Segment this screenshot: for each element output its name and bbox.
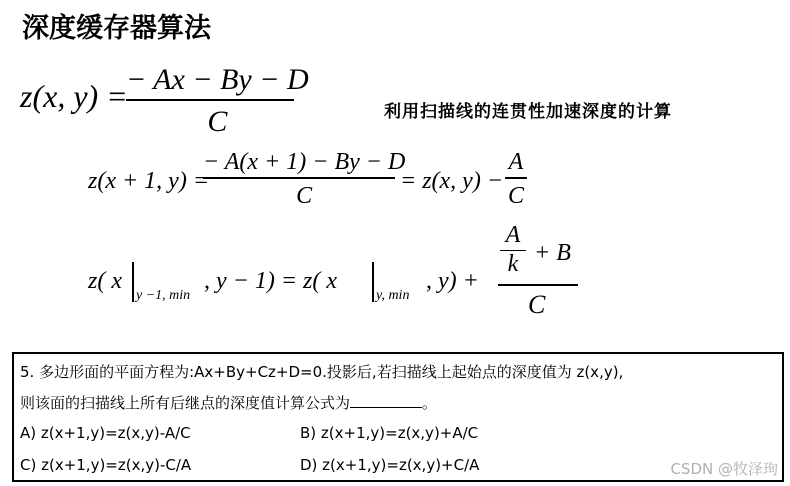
option-b: B) z(x+1,y)=z(x,y)+A/C xyxy=(300,424,479,442)
formula3-plus-b: + B xyxy=(534,240,571,266)
formula3-subscript-a: y −1, min xyxy=(136,288,191,303)
answer-blank xyxy=(350,393,422,408)
formula2-denominator: C xyxy=(296,183,313,209)
formula1-fraction-bar xyxy=(126,99,294,101)
formula3-evaluation-bar-left xyxy=(132,262,134,302)
formula3-part-b: , y − 1) = z( x xyxy=(204,268,338,294)
formula2-frac-bar xyxy=(505,177,527,179)
formula2-fraction xyxy=(203,149,405,210)
formula3-a-over-k xyxy=(500,222,526,278)
question-line1: 5. 多边形面的平面方程为:Ax+By+Cz+D=0.投影后,若扫描线上起始点的深度值为 z(x,y), xyxy=(20,363,624,381)
formula3-denominator: C xyxy=(528,290,546,319)
formula2-numerator: − A(x + 1) − By − D xyxy=(203,149,406,175)
formula2-lhs: z(x + 1, y) = xyxy=(88,168,210,194)
question-line2 xyxy=(20,392,437,413)
formula1-fraction xyxy=(126,63,309,139)
formula2-a-over-c xyxy=(505,149,527,210)
question-box xyxy=(12,352,784,482)
formula3-evaluation-bar-right xyxy=(372,262,374,302)
formula3-main-fraction-bar xyxy=(498,284,578,286)
formula3-part-c: , y) + xyxy=(426,268,479,294)
formula1-lhs: z(x, y) = xyxy=(20,78,128,114)
option-c: C) z(x+1,y)=z(x,y)-C/A xyxy=(20,456,192,474)
formula2-frac-denominator: C xyxy=(507,183,524,209)
formula2-middle: = z(x, y) − xyxy=(400,168,504,194)
formula3-part-a: z( x xyxy=(88,268,122,294)
formula2-fraction-bar xyxy=(203,177,395,179)
formula2-frac-numerator: A xyxy=(508,149,524,175)
speedup-note: 利用扫描线的连贯性加速深度的计算 xyxy=(384,102,672,122)
page-title: 深度缓存器算法 xyxy=(22,13,211,44)
formula1-numerator: − Ax − By − D xyxy=(126,63,309,96)
watermark: CSDN @牧泽珣 xyxy=(670,460,778,478)
question-line2-end: 。 xyxy=(422,394,438,412)
option-d: D) z(x+1,y)=z(x,y)+C/A xyxy=(300,456,480,474)
formula3-subscript-b: y, min xyxy=(376,288,410,303)
option-a: A) z(x+1,y)=z(x,y)-A/C xyxy=(20,424,191,442)
formula3-frac-numerator: A xyxy=(505,222,521,248)
question-line2-text: 则该面的扫描线上所有后继点的深度值计算公式为 xyxy=(20,394,351,412)
formula3-frac-denominator: k xyxy=(507,251,519,277)
formula1-denominator: C xyxy=(207,105,228,138)
